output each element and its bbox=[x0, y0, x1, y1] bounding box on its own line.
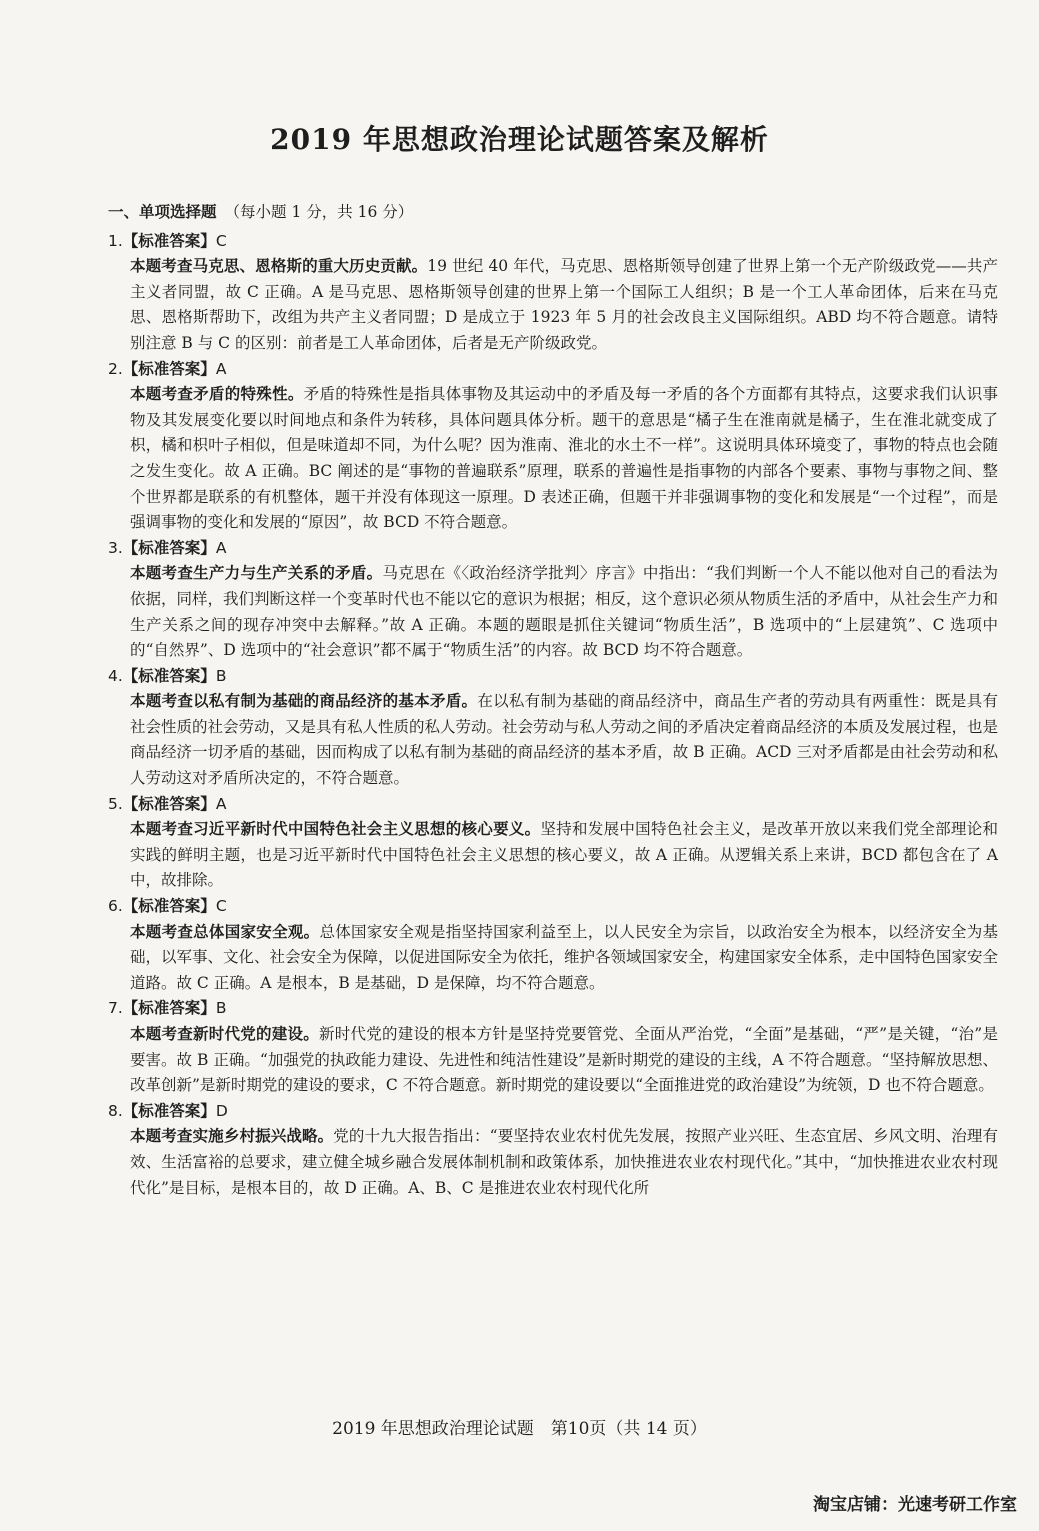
explanation bbox=[108, 382, 998, 536]
section-header bbox=[108, 200, 998, 226]
answer-label: 【标准答案】 bbox=[122, 897, 216, 916]
question-number: 6. bbox=[108, 897, 123, 916]
topic-statement: 本题考查习近平新时代中国特色社会主义思想的核心要义。 bbox=[130, 820, 541, 839]
question-number: 8. bbox=[108, 1101, 123, 1120]
explanation bbox=[108, 920, 998, 997]
explanation-text: 马克思在《〈政治经济学批判〉序言》中指出：“我们判断一个人不能以他对自己的看法为依据，同样，我们判断这样一个变革时代也不能以它的意识为根据；相反，这个意识必须从物质生活的矛盾中，从社会生产力和生产关系之间的现存冲突中去解释。”故 A 正确。本题的题眼是抓住关键词“物质生活”，B 选项中的“上层建筑”、C 选项中的“自然界”、D 选项中的“社会意识”都不属于“物质生活”的内容。故 BCD 均不符合题意。 bbox=[130, 564, 999, 660]
question-7 bbox=[108, 996, 998, 1098]
question-number: 7. bbox=[108, 999, 123, 1018]
topic-statement: 本题考查生产力与生产关系的矛盾。 bbox=[130, 564, 383, 583]
answer-label: 【标准答案】 bbox=[122, 999, 216, 1018]
answer-header bbox=[108, 894, 998, 920]
section-note: （每小题 1 分，共 16 分） bbox=[224, 203, 414, 221]
explanation-text: 新时代党的建设的根本方针是坚持党要管党、全面从严治党，“全面”是基础，“严”是关键，“治”是要害。故 B 正确。“加强党的执政能力建设、先进性和纯洁性建设”是新时期党的建设的主线，A 不符合题意。“坚持解放思想、改革创新”是新时期党的建设的要求，C 不符合题意。新时期党的建设要以“全面推进党的政治建设”为统领，D 也不符合题意。 bbox=[130, 1025, 998, 1095]
question-6 bbox=[108, 894, 998, 996]
answer-header bbox=[108, 536, 998, 562]
question-3 bbox=[108, 536, 998, 664]
answer-letter: B bbox=[215, 999, 227, 1018]
question-number: 4. bbox=[108, 666, 123, 685]
question-1 bbox=[108, 229, 998, 357]
answer-header bbox=[108, 792, 998, 818]
explanation-text: 总体国家安全观是指坚持国家利益至上，以人民安全为宗旨，以政治安全为根本，以经济安全为基础，以军事、文化、社会安全为保障，以促进国际安全为依托，维护各领域国家安全，构建国家安全体系，走中国特色国家安全道路。故 C 正确。A 是根本，B 是基础，D 是保障，均不符合题意。 bbox=[130, 922, 999, 992]
explanation-text: 在以私有制为基础的商品经济中，商品生产者的劳动具有两重性：既是具有社会性质的社会劳动，又是具有私人性质的私人劳动。社会劳动与私人劳动之间的矛盾决定着商品经济的本质及发展过程，也是商品经济一切矛盾的基础，因而构成了以私有制为基础的商品经济的基本矛盾，故 B 正确。ACD 三对矛盾都是由社会劳动和私人劳动这对矛盾所决定的，不符合题意。 bbox=[130, 692, 999, 788]
answer-letter: A bbox=[215, 794, 227, 813]
explanation bbox=[108, 1022, 998, 1099]
topic-statement: 本题考查实施乡村振兴战略。 bbox=[130, 1127, 334, 1146]
topic-statement: 本题考查总体国家安全观。 bbox=[130, 922, 320, 941]
question-2 bbox=[108, 357, 998, 536]
answer-header bbox=[108, 229, 998, 255]
question-number: 1. bbox=[108, 231, 123, 250]
explanation-text: 坚持和发展中国特色社会主义，是改革开放以来我们党全部理论和实践的鲜明主题，也是习近平新时代中国特色社会主义思想的核心要义，故 A 正确。从逻辑关系上来讲，BCD 都包含在了 A 中，故排除。 bbox=[130, 820, 998, 890]
question-number: 5. bbox=[108, 794, 123, 813]
answer-letter: D bbox=[215, 1101, 228, 1120]
explanation-text: 党的十九大报告指出：“要坚持农业农村优先发展，按照产业兴旺、生态宜居、乡风文明、治理有效、生活富裕的总要求，建立健全城乡融合发展体制机制和政策体系，加快推进农业农村现代化。”其中，“加快推进农业农村现代化”是目标，是根本目的，故 D 正确。A、B、C 是推进农业农村现代化所 bbox=[130, 1127, 998, 1197]
explanation bbox=[108, 689, 998, 791]
answer-letter: A bbox=[215, 538, 227, 557]
answer-label: 【标准答案】 bbox=[122, 794, 216, 813]
answer-label: 【标准答案】 bbox=[122, 666, 216, 685]
answer-header bbox=[108, 357, 998, 383]
question-number: 3. bbox=[108, 538, 123, 557]
answer-label: 【标准答案】 bbox=[122, 231, 216, 250]
topic-statement: 本题考查新时代党的建设。 bbox=[130, 1025, 320, 1043]
explanation bbox=[108, 817, 998, 894]
question-8 bbox=[108, 1099, 998, 1201]
answer-label: 【标准答案】 bbox=[122, 359, 216, 378]
answer-header bbox=[108, 1099, 998, 1125]
topic-statement: 本题考查矛盾的特殊性。 bbox=[130, 385, 304, 404]
answer-content bbox=[108, 200, 998, 1201]
question-number: 2. bbox=[108, 359, 123, 378]
page-title: 2019 年思想政治理论试题答案及解析 bbox=[270, 123, 769, 156]
question-5 bbox=[108, 792, 998, 894]
answer-label: 【标准答案】 bbox=[122, 1101, 216, 1120]
page-footer: 2019 年思想政治理论试题 第10页（共 14 页） bbox=[332, 1419, 707, 1439]
shop-watermark: 淘宝店铺：光速考研工作室 bbox=[813, 1495, 1017, 1515]
question-4 bbox=[108, 664, 998, 792]
answer-letter: B bbox=[215, 666, 227, 685]
answer-letter: C bbox=[215, 231, 227, 250]
topic-statement: 本题考查以私有制为基础的商品经济的基本矛盾。 bbox=[130, 692, 478, 711]
section-title: 一、单项选择题 bbox=[108, 203, 217, 221]
answer-letter: C bbox=[215, 897, 227, 916]
answer-letter: A bbox=[215, 359, 227, 378]
answer-label: 【标准答案】 bbox=[122, 538, 216, 557]
explanation bbox=[108, 561, 998, 663]
explanation-text: 19 世纪 40 年代，马克思、恩格斯领导创建了世界上第一个无产阶级政党——共产主义者同盟，故 C 正确。A 是马克思、恩格斯领导创建的世界上第一个国际工人组织；B 是一个工人革命团体，后来在马克思、恩格斯帮助下，改组为共产主义者同盟；D 是成立于 1923 年 5 月的社会改良主义国际组织。ABD 均不符合题意。请特别注意 B 与 C 的区别：前者是工人革命团体，后者是无产阶级政党。 bbox=[130, 257, 998, 352]
explanation bbox=[108, 1124, 998, 1201]
answer-header bbox=[108, 664, 998, 690]
answer-header bbox=[108, 996, 998, 1022]
topic-statement: 本题考查马克思、恩格斯的重大历史贡献。 bbox=[130, 257, 428, 276]
explanation bbox=[108, 254, 998, 356]
explanation-text: 矛盾的特殊性是指具体事物及其运动中的矛盾及每一矛盾的各个方面都有其特点，这要求我们认识事物及其发展变化要以时间地点和条件为转移，具体问题具体分析。题干的意思是“橘子生在淮南就是橘子，生在淮北就变成了枳，橘和枳叶子相似，但是味道却不同，为什么呢？因为淮南、淮北的水土不一样”。这说明具体环境变了，事物的特点也会随之发生变化。故 A 正确。BC 阐述的是“事物的普遍联系”原理，联系的普遍性是指事物的内部各个要素、事物与事物之间、整个世界都是联系的有机整体，题干并没有体现这一原理。D 表述正确，但题干并非强调事物的变化和发展是“一个过程”，而是强调事物的变化和发展的“原因”，故 BCD 不符合题意。 bbox=[130, 385, 998, 532]
